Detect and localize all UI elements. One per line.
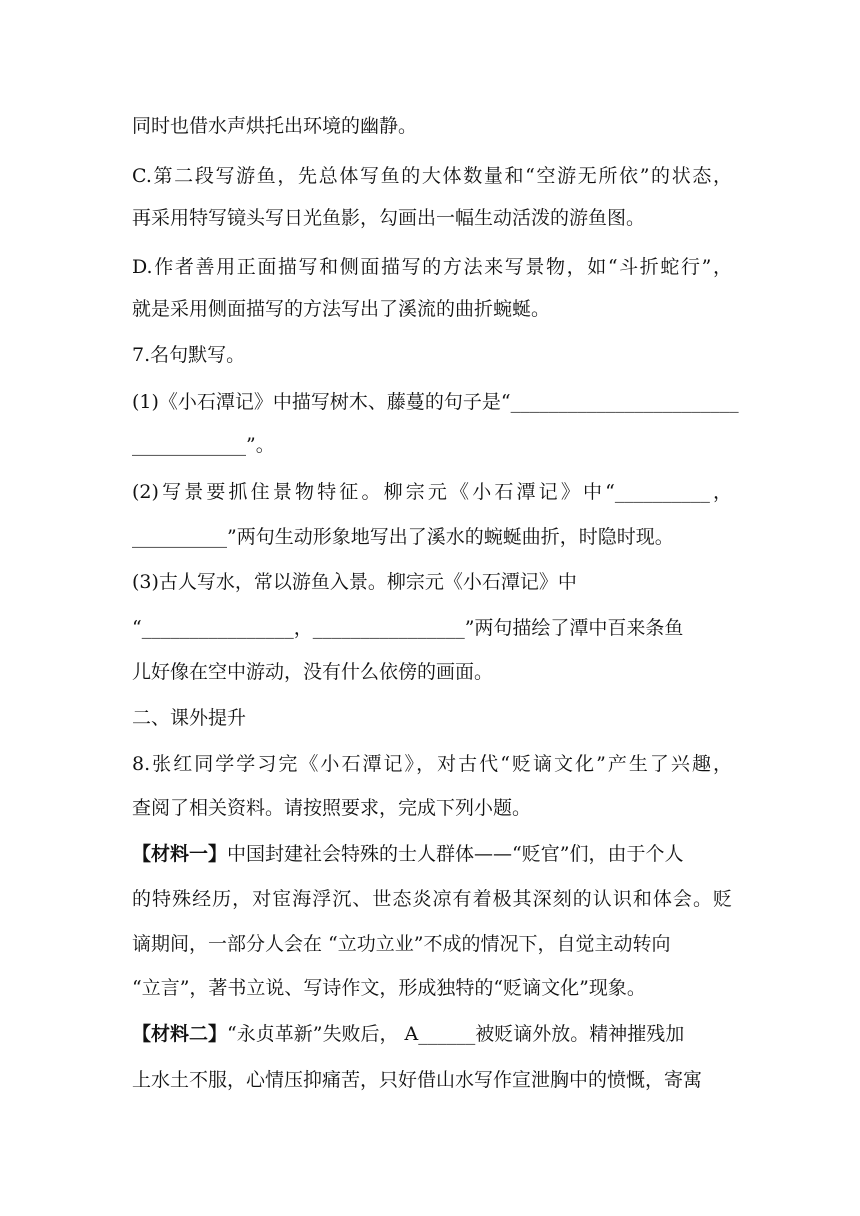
question-7-3-line-1: (3)古人写水，常以游鱼入景。柳宗元《小石潭记》中 — [132, 571, 577, 593]
question-8-line-2: 查阅了相关资料。请按照要求，完成下列小题。 — [132, 797, 532, 819]
question-7-3-line-3: 儿好像在空中游动，没有什么依傍的画面。 — [132, 661, 494, 683]
question-7-3-line-2: “________________，________________”两句描绘了潭中百来条鱼 — [132, 617, 684, 639]
material-2-text: “永贞革新”失败后， A______被贬谪外放。精神摧残加 — [227, 1023, 685, 1045]
material-1-line-1 — [132, 842, 683, 866]
question-7-2-line-2: __________”两句生动形象地写出了溪水的蜿蜒曲折，时隐时现。 — [132, 526, 674, 548]
material-2-line-2: 上水土不服，心情压抑痛苦，只好借山水写作宣泄胸中的愤慨，寄寓 — [132, 1069, 703, 1091]
option-c-line-2: 再采用特写镜头写日光鱼影，勾画出一幅生动活泼的游鱼图。 — [132, 207, 646, 229]
option-d-line-1: D.作者善用正面描写和侧面描写的方法来写景物，如“斗折蛇行”， — [132, 256, 732, 278]
question-7-1-line-1: (1)《小石潭记》中描写树木、藤蔓的句子是“________________________ — [132, 391, 739, 413]
text-line: 同时也借水声烘托出环境的幽静。 — [132, 115, 418, 137]
question-7-heading: 7.名句默写。 — [132, 344, 246, 366]
material-1-label: 【材料一】 — [132, 843, 228, 865]
option-c-line-1: C.第二段写游鱼，先总体写鱼的大体数量和“空游无所依”的状态， — [132, 165, 732, 187]
question-7-2-line-1: (2)写景要抓住景物特征。柳宗元《小石潭记》中“__________， — [132, 481, 732, 503]
material-1-line-3: 谪期间，一部分人会在 “立功立业”不成的情况下，自觉主动转向 — [132, 933, 671, 955]
section-heading: 二、课外提升 — [132, 707, 247, 729]
question-7-1-line-2: ____________”。 — [132, 434, 275, 456]
option-d-line-2: 就是采用侧面描写的方法写出了溪流的曲折蜿蜒。 — [132, 298, 551, 320]
material-2-line-1 — [132, 1022, 684, 1046]
material-2-label: 【材料二】 — [132, 1023, 228, 1045]
question-8-line-1: 8.张红同学学习完《小石潭记》，对古代“贬谪文化”产生了兴趣， — [132, 753, 732, 775]
material-1-line-4: “立言”，著书立说、写诗作文，形成独特的“贬谪文化”现象。 — [132, 977, 646, 999]
material-1-text: 中国封建社会特殊的士人群体——“贬官”们，由于个人 — [227, 843, 684, 865]
material-1-line-2: 的特殊经历，对宦海浮沉、世态炎凉有着极其深刻的认识和体会。贬 — [132, 888, 732, 910]
